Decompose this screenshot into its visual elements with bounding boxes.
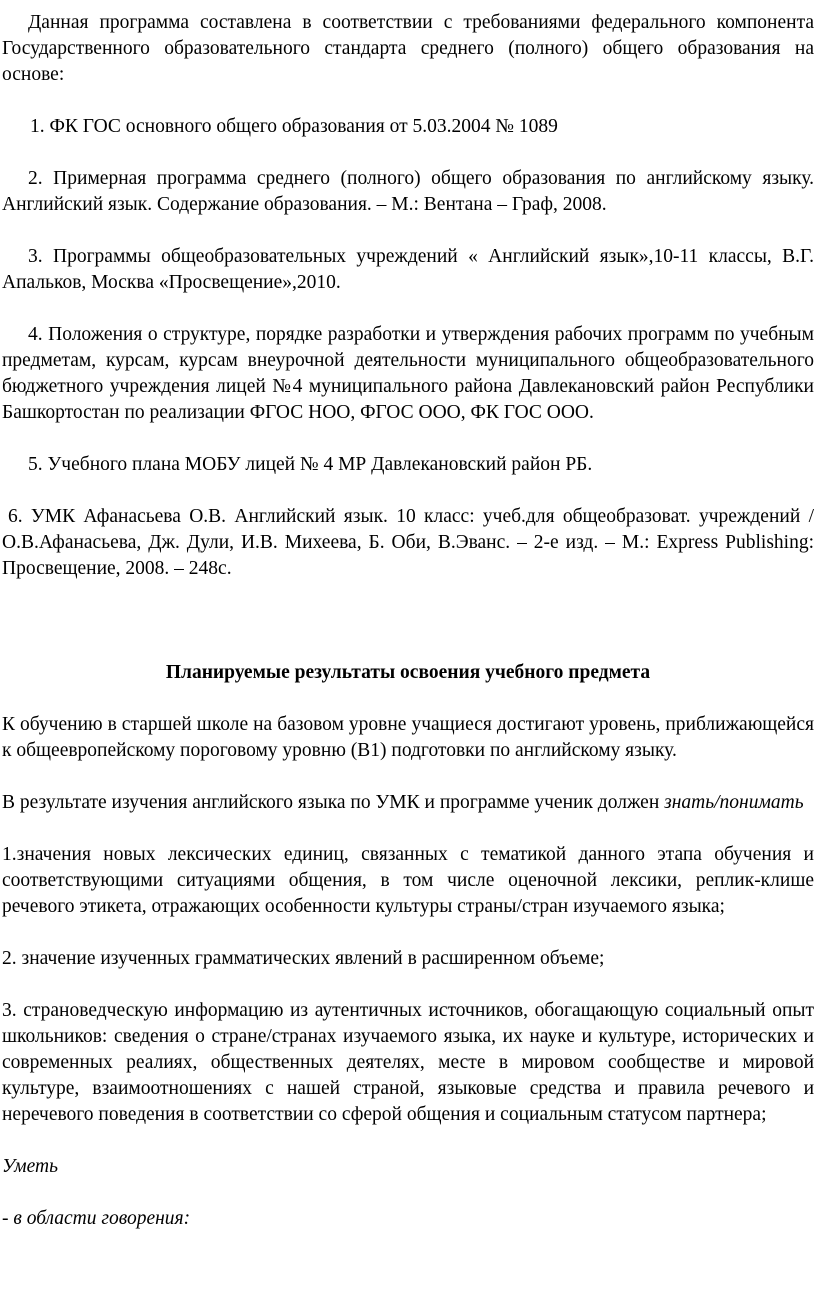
intro-paragraph: Данная программа составлена в соответствии с требованиями федерального компонента Государственного образовательного стандарта среднего (полного) общего образования на основе: bbox=[2, 12, 814, 85]
know-item-1: 1.значения новых лексических единиц, связанных с тематикой данного этапа обучения и соответствующими ситуациями общения, в том числе оценочной лексики, реплик-клише речевого этикета, отражающих особенности культуры страны/стран изучаемого языка; bbox=[2, 844, 814, 917]
source-item-1: 1. ФК ГОС основного общего образования от 5.03.2004 № 1089 bbox=[30, 116, 558, 137]
section-heading: Планируемые результаты освоения учебного предмета bbox=[165, 662, 651, 683]
document-page bbox=[0, 10, 816, 1302]
result-paragraph bbox=[2, 790, 814, 816]
source-item-5: 5. Учебного плана МОБУ лицей № 4 МР Давлекановский район РБ. bbox=[28, 454, 593, 475]
level-paragraph: К обучению в старшей школе на базовом уровне учащиеся достигают уровень, приближающейся к общеевропейскому пороговому уровню (В1) подготовки по английскому языку. bbox=[2, 714, 814, 761]
result-text: В результате изучения английского языка по УМК и программе ученик должен bbox=[2, 792, 665, 813]
source-item-2: 2. Примерная программа среднего (полного) общего образования по английскому языку. Английский язык. Содержание образования. – М.: Вентана – Граф, 2008. bbox=[2, 168, 814, 215]
source-item-6: 6. УМК Афанасьева О.В. Английский язык. 10 класс: учеб.для общеобразоват. учреждений / О.В.Афанасьева, Дж. Дули, И.В. Михеева, Б. Оби, В.Эванс. – 2-е изд. – М.: Express Publishing: Просвещение, 2008. – 248с. bbox=[2, 506, 814, 579]
skills-label: Уметь bbox=[2, 1156, 58, 1177]
know-item-2: 2. значение изученных грамматических явлений в расширенном объеме; bbox=[2, 948, 605, 969]
source-item-4: 4. Положения о структуре, порядке разработки и утверждения рабочих программ по учебным предметам, курсам, курсам внеурочной деятельности муниципального общеобразовательного бюджетного учреждения лицей №4 муниципального района Давлекановский район Республики Башкортостан по реализации ФГОС НОО, ФГОС ООО, ФК ГОС ООО. bbox=[2, 324, 814, 423]
know-understand-label: знать/понимать bbox=[664, 792, 804, 813]
source-item-3: 3. Программы общеобразовательных учреждений « Английский язык»,10-11 классы, В.Г. Апальков, Москва «Просвещение»,2010. bbox=[2, 246, 814, 293]
know-item-3: 3. страноведческую информацию из аутентичных источников, обогащающую социальный опыт школьников: сведения о стране/странах изучаемого языка, их науке и культуре, исторических и современных реалиях, общественных деятелях, месте в мировом сообществе и мировой культуре, взаимоотношениях с нашей страной, языковые средства и правила речевого и неречевого поведения в соответствии со сферой общения и социальным статусом партнера; bbox=[2, 1000, 814, 1125]
speaking-label: - в области говорения: bbox=[2, 1208, 191, 1229]
